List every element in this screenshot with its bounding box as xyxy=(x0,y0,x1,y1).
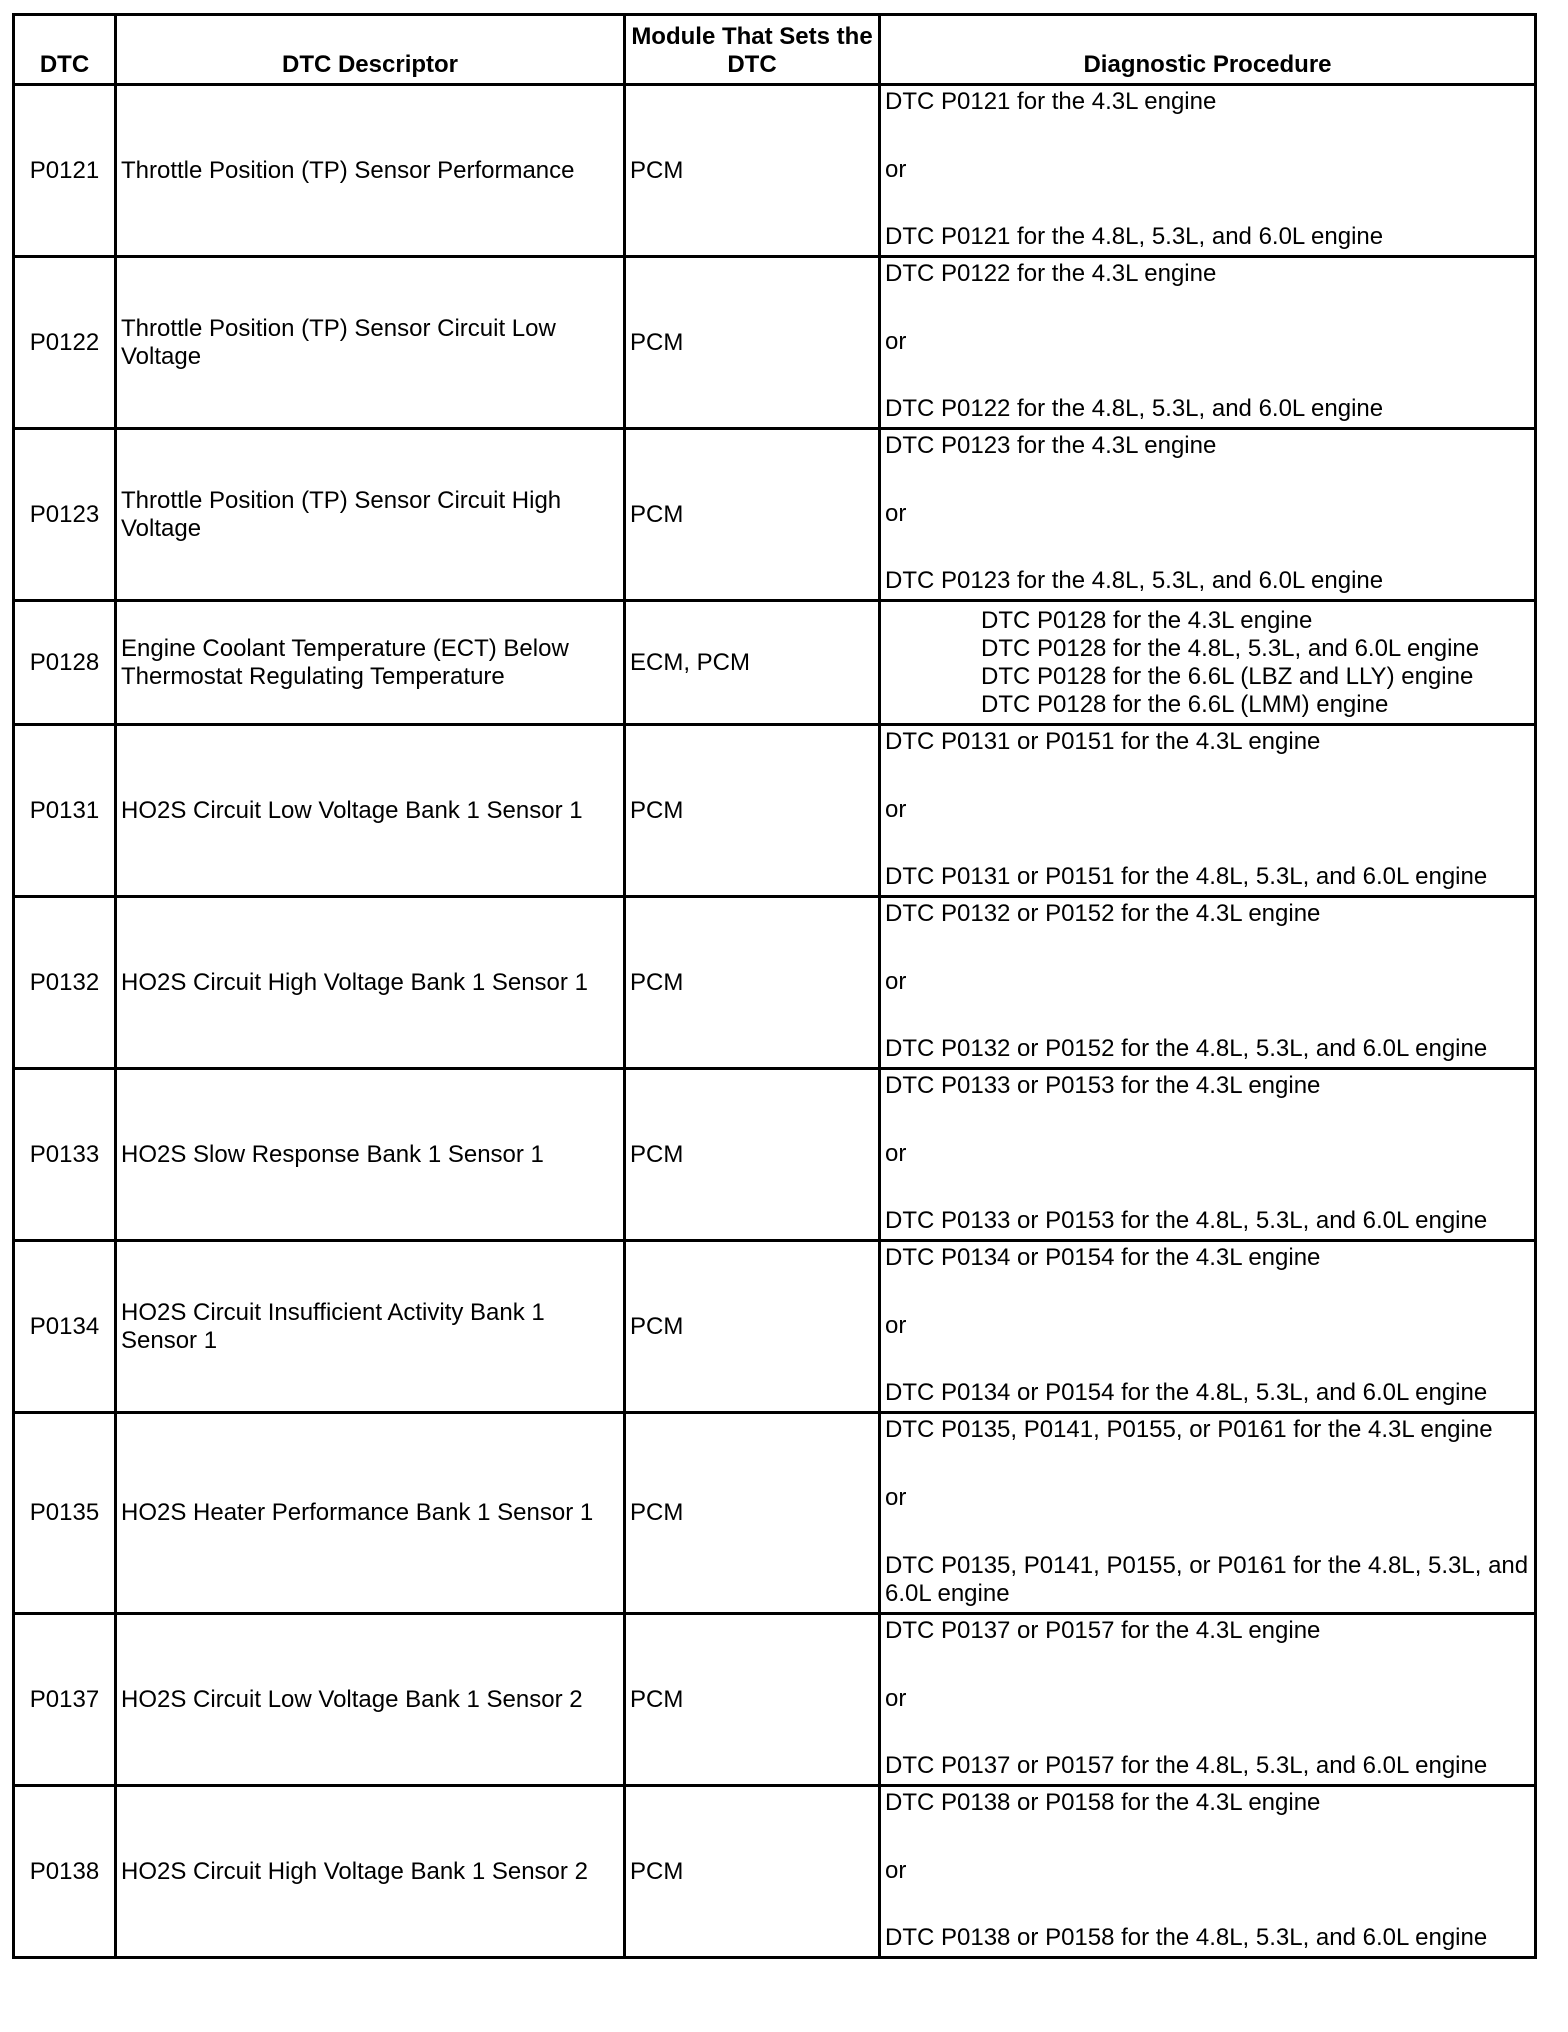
procedure-cell xyxy=(880,1413,1536,1614)
header-procedure: Diagnostic Procedure xyxy=(880,15,1536,85)
module-cell: PCM xyxy=(625,1786,880,1958)
table-row xyxy=(14,897,1536,1069)
module-cell: PCM xyxy=(625,257,880,429)
module-cell: PCM xyxy=(625,429,880,601)
procedure-or: or xyxy=(885,1139,907,1167)
procedure-lines xyxy=(885,603,1530,723)
procedure-or: or xyxy=(885,499,907,527)
procedure-cell xyxy=(880,725,1536,897)
procedure-link[interactable]: DTC P0128 for the 6.6L (LBZ and LLY) engine xyxy=(981,662,1474,690)
dtc-code-cell: P0131 xyxy=(14,725,116,897)
dtc-code-cell: P0137 xyxy=(14,1614,116,1786)
header-dtc: DTC xyxy=(14,15,116,85)
procedure-lines xyxy=(885,898,1530,1067)
procedure-link[interactable]: DTC P0137 or P0157 for the 4.3L engine xyxy=(885,1617,1321,1644)
dtc-table xyxy=(12,13,1537,1959)
procedure-link[interactable]: DTC P0138 or P0158 for the 4.8L, 5.3L, and 6.0L engine xyxy=(885,1924,1488,1951)
procedure-link[interactable]: DTC P0135, P0141, P0155, or P0161 for the 4.8L, 5.3L, and 6.0L engine xyxy=(885,1552,1529,1607)
procedure-link[interactable]: DTC P0133 or P0153 for the 4.3L engine xyxy=(885,1072,1321,1099)
dtc-code-cell: P0133 xyxy=(14,1069,116,1241)
procedure-cell xyxy=(880,1241,1536,1413)
module-cell: PCM xyxy=(625,1069,880,1241)
procedure-or: or xyxy=(885,795,907,823)
module-cell: PCM xyxy=(625,1413,880,1614)
dtc-descriptor-cell: HO2S Slow Response Bank 1 Sensor 1 xyxy=(116,1069,625,1241)
module-cell: PCM xyxy=(625,897,880,1069)
dtc-code-cell: P0123 xyxy=(14,429,116,601)
dtc-code-cell: P0138 xyxy=(14,1786,116,1958)
table-row xyxy=(14,429,1536,601)
dtc-descriptor-cell: Engine Coolant Temperature (ECT) Below Thermostat Regulating Temperature xyxy=(116,601,625,725)
dtc-descriptor-cell: HO2S Circuit Low Voltage Bank 1 Sensor 1 xyxy=(116,725,625,897)
procedure-link[interactable]: DTC P0122 for the 4.3L engine xyxy=(885,260,1217,287)
procedure-link[interactable]: DTC P0128 for the 4.8L, 5.3L, and 6.0L engine xyxy=(981,634,1480,662)
module-cell: ECM, PCM xyxy=(625,601,880,725)
procedure-link[interactable]: DTC P0123 for the 4.3L engine xyxy=(885,432,1217,459)
procedure-link[interactable]: DTC P0121 for the 4.3L engine xyxy=(885,88,1217,115)
procedure-link[interactable]: DTC P0134 or P0154 for the 4.8L, 5.3L, and 6.0L engine xyxy=(885,1379,1488,1406)
procedure-or: or xyxy=(885,1311,907,1339)
procedure-cell xyxy=(880,1614,1536,1786)
table-row xyxy=(14,1786,1536,1958)
procedure-lines xyxy=(885,1070,1530,1239)
procedure-cell xyxy=(880,257,1536,429)
dtc-descriptor-cell: Throttle Position (TP) Sensor Performance xyxy=(116,85,625,257)
procedure-or: or xyxy=(885,155,907,183)
procedure-cell xyxy=(880,601,1536,725)
procedure-link[interactable]: DTC P0123 for the 4.8L, 5.3L, and 6.0L engine xyxy=(885,567,1384,594)
procedure-cell xyxy=(880,1069,1536,1241)
procedure-link[interactable]: DTC P0137 or P0157 for the 4.8L, 5.3L, and 6.0L engine xyxy=(885,1752,1488,1779)
procedure-link[interactable]: DTC P0134 or P0154 for the 4.3L engine xyxy=(885,1244,1321,1271)
procedure-link[interactable]: DTC P0135, P0141, P0155, or P0161 for the 4.3L engine xyxy=(885,1416,1493,1443)
procedure-lines xyxy=(885,258,1530,427)
procedure-or: or xyxy=(885,327,907,355)
dtc-code-cell: P0128 xyxy=(14,601,116,725)
module-cell: PCM xyxy=(625,725,880,897)
dtc-descriptor-cell: Throttle Position (TP) Sensor Circuit High Voltage xyxy=(116,429,625,601)
procedure-lines xyxy=(885,1242,1530,1411)
procedure-or: or xyxy=(885,1484,907,1511)
procedure-or: or xyxy=(885,1856,907,1884)
table-row xyxy=(14,1069,1536,1241)
procedure-lines xyxy=(885,86,1530,255)
procedure-link[interactable]: DTC P0131 or P0151 for the 4.3L engine xyxy=(885,728,1321,755)
table-row xyxy=(14,1413,1536,1614)
dtc-code-cell: P0121 xyxy=(14,85,116,257)
table-row xyxy=(14,601,1536,725)
table-row xyxy=(14,725,1536,897)
procedure-lines xyxy=(885,1615,1530,1784)
procedure-link[interactable]: DTC P0131 or P0151 for the 4.8L, 5.3L, and 6.0L engine xyxy=(885,863,1488,890)
dtc-code-cell: P0134 xyxy=(14,1241,116,1413)
procedure-link[interactable]: DTC P0133 or P0153 for the 4.8L, 5.3L, and 6.0L engine xyxy=(885,1207,1488,1234)
header-row xyxy=(14,15,1536,85)
module-cell: PCM xyxy=(625,1614,880,1786)
procedure-link[interactable]: DTC P0132 or P0152 for the 4.3L engine xyxy=(885,900,1321,927)
dtc-code-cell: P0122 xyxy=(14,257,116,429)
dtc-code-cell: P0135 xyxy=(14,1413,116,1614)
dtc-descriptor-cell: HO2S Circuit High Voltage Bank 1 Sensor 2 xyxy=(116,1786,625,1958)
procedure-link[interactable]: DTC P0138 or P0158 for the 4.3L engine xyxy=(885,1789,1321,1816)
procedure-link[interactable]: DTC P0121 for the 4.8L, 5.3L, and 6.0L engine xyxy=(885,223,1384,250)
procedure-lines xyxy=(885,430,1530,599)
module-cell: PCM xyxy=(625,85,880,257)
dtc-descriptor-cell: HO2S Heater Performance Bank 1 Sensor 1 xyxy=(116,1413,625,1614)
header-module: Module That Sets the DTC xyxy=(625,15,880,85)
procedure-lines xyxy=(885,1414,1530,1612)
procedure-cell xyxy=(880,85,1536,257)
procedure-cell xyxy=(880,1786,1536,1958)
procedure-link[interactable]: DTC P0128 for the 4.3L engine xyxy=(981,606,1313,634)
procedure-cell xyxy=(880,897,1536,1069)
dtc-descriptor-cell: HO2S Circuit Insufficient Activity Bank 1 Sensor 1 xyxy=(116,1241,625,1413)
procedure-or: or xyxy=(885,1684,907,1712)
dtc-descriptor-cell: HO2S Circuit High Voltage Bank 1 Sensor 1 xyxy=(116,897,625,1069)
dtc-code-cell: P0132 xyxy=(14,897,116,1069)
procedure-link[interactable]: DTC P0122 for the 4.8L, 5.3L, and 6.0L engine xyxy=(885,395,1384,422)
table-row xyxy=(14,85,1536,257)
table-row xyxy=(14,257,1536,429)
dtc-descriptor-cell: Throttle Position (TP) Sensor Circuit Low Voltage xyxy=(116,257,625,429)
dtc-descriptor-cell: HO2S Circuit Low Voltage Bank 1 Sensor 2 xyxy=(116,1614,625,1786)
table-row xyxy=(14,1241,1536,1413)
procedure-lines xyxy=(885,726,1530,895)
procedure-cell xyxy=(880,429,1536,601)
header-descriptor: DTC Descriptor xyxy=(116,15,625,85)
module-cell: PCM xyxy=(625,1241,880,1413)
procedure-or: or xyxy=(885,967,907,995)
procedure-lines xyxy=(885,1787,1530,1956)
procedure-link[interactable]: DTC P0132 or P0152 for the 4.8L, 5.3L, and 6.0L engine xyxy=(885,1035,1488,1062)
table-row xyxy=(14,1614,1536,1786)
procedure-link[interactable]: DTC P0128 for the 6.6L (LMM) engine xyxy=(981,690,1389,718)
